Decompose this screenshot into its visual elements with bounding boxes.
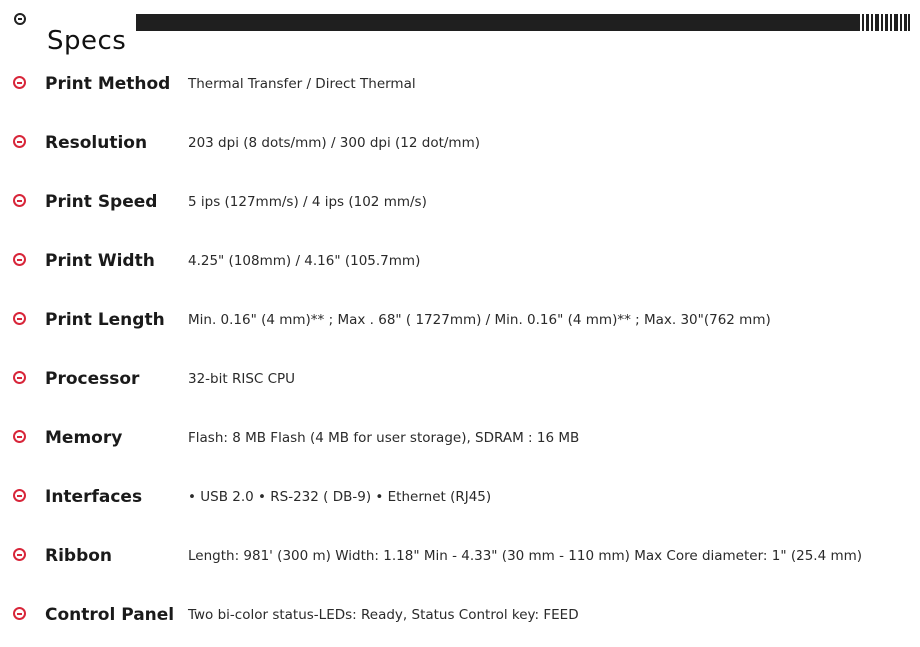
spec-row — [0, 349, 920, 408]
spec-value: Length: 981' (300 m) Width: 1.18" Min - 4.33" (30 mm - 110 mm) Max Core diameter: 1" (25.4 mm) — [188, 548, 863, 564]
spec-value: 32-bit RISC CPU — [188, 371, 296, 387]
spec-label: Processor — [45, 369, 140, 389]
minus-circle-icon[interactable] — [14, 13, 26, 25]
spec-label: Control Panel — [45, 605, 175, 625]
spec-row — [0, 467, 920, 526]
spec-label: Interfaces — [45, 487, 143, 507]
spec-label: Ribbon — [45, 546, 113, 566]
header-divider-bar — [136, 14, 860, 31]
minus-circle-icon[interactable] — [13, 607, 26, 620]
spec-row — [0, 172, 920, 231]
spec-row — [0, 526, 920, 585]
spec-value: 5 ips (127mm/s) / 4 ips (102 mm/s) — [188, 194, 427, 210]
spec-label: Print Method — [45, 74, 171, 94]
spec-row — [0, 408, 920, 467]
spec-value: Thermal Transfer / Direct Thermal — [188, 76, 416, 92]
minus-circle-icon[interactable] — [13, 430, 26, 443]
minus-circle-icon[interactable] — [13, 489, 26, 502]
minus-circle-icon[interactable] — [13, 76, 26, 89]
spec-label: Memory — [45, 428, 123, 448]
minus-circle-icon[interactable] — [13, 253, 26, 266]
spec-label: Resolution — [45, 133, 148, 153]
minus-circle-icon[interactable] — [13, 194, 26, 207]
spec-value: 203 dpi (8 dots/mm) / 300 dpi (12 dot/mm) — [188, 135, 481, 151]
spec-label: Print Length — [45, 310, 165, 330]
minus-circle-icon[interactable] — [13, 371, 26, 384]
spec-row — [0, 113, 920, 172]
minus-circle-icon[interactable] — [13, 548, 26, 561]
spec-label: Print Speed — [45, 192, 158, 212]
section-title: Specs — [47, 25, 127, 56]
spec-label: Print Width — [45, 251, 155, 271]
spec-value: • USB 2.0 • RS-232 ( DB-9) • Ethernet (RJ45) — [188, 489, 492, 505]
specs-header — [0, 0, 920, 56]
spec-value: 4.25" (108mm) / 4.16" (105.7mm) — [188, 253, 421, 269]
spec-value: Min. 0.16" (4 mm)** ; Max . 68" ( 1727mm) / Min. 0.16" (4 mm)** ; Max. 30"(762 mm) — [188, 312, 771, 328]
spec-value: Two bi-color status-LEDs: Ready, Status Control key: FEED — [188, 607, 579, 623]
spec-row — [0, 54, 920, 113]
spec-row — [0, 231, 920, 290]
spec-row — [0, 585, 920, 644]
spec-list — [0, 54, 920, 644]
spec-row — [0, 290, 920, 349]
minus-circle-icon[interactable] — [13, 135, 26, 148]
minus-circle-icon[interactable] — [13, 312, 26, 325]
barcode-decoration — [862, 14, 910, 31]
spec-value: Flash: 8 MB Flash (4 MB for user storage), SDRAM : 16 MB — [188, 430, 580, 446]
